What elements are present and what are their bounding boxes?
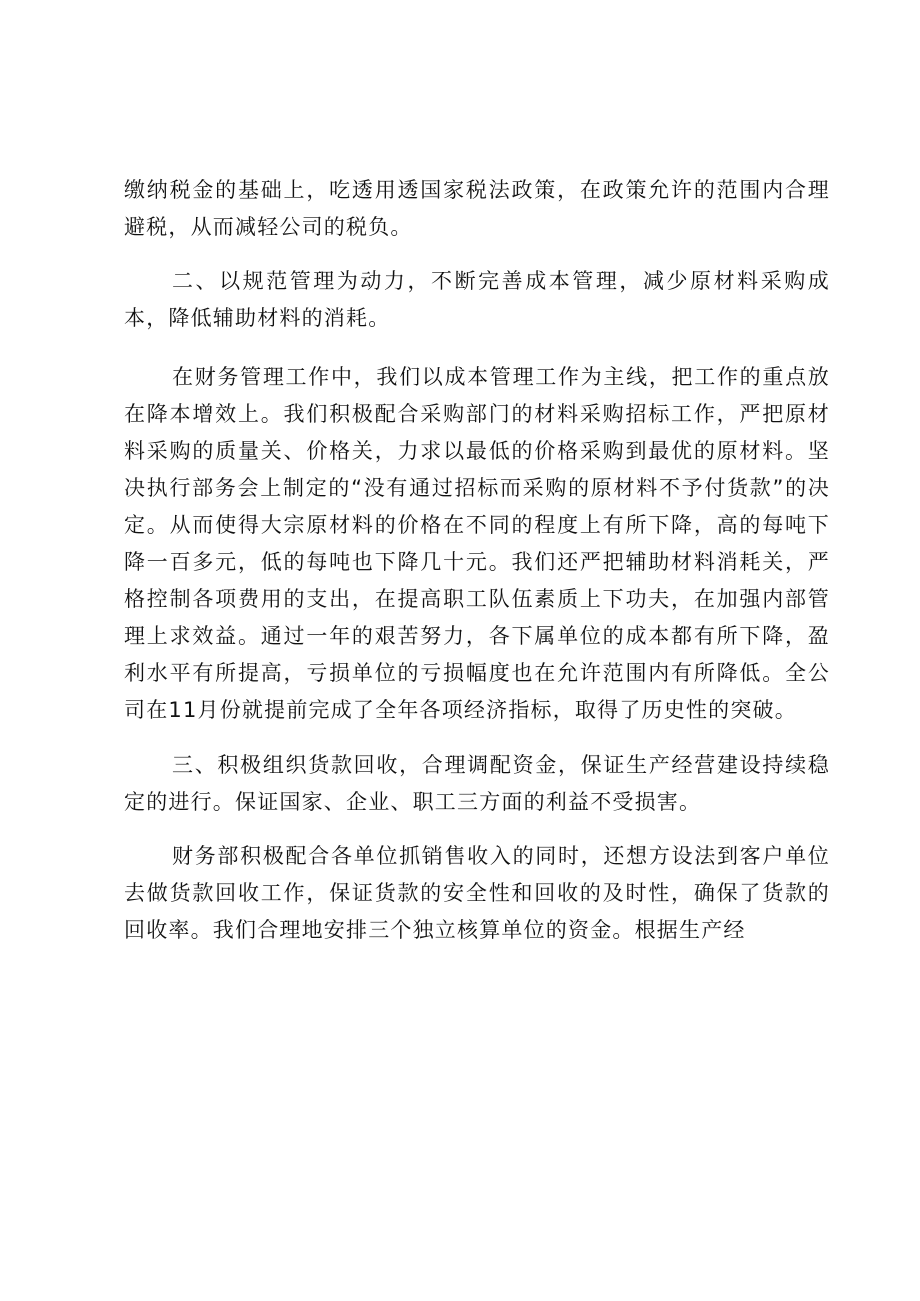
paragraph-cost-management: 在财务管理工作中，我们以成本管理工作为主线，把工作的重点放在降本增效上。我们积极配合采购部门的材料采购招标工作，严把原材料采购的质量关、价格关，力求以最低的价格采购到最优的原材料。坚决执行部务会上制定的“没有通过招标而采购的原材料不予付货款”的决定。从而使得大宗原材料的价格在不同的程度上有所下降，高的每吨下降一百多元，低的每吨也下降几十元。我们还严把辅助材料消耗关，严格控制各项费用的支出，在提高职工队伍素质上下功夫，在加强内部管理上求效益。通过一年的艰苦努力，各下属单位的成本都有所下降，盈利水平有所提高，亏损单位的亏损幅度也在允许范围内有所降低。全公司在11月份就提前完成了全年各项经济指标，取得了历史性的突破。 bbox=[124, 365, 830, 722]
paragraph-payment-collection: 财务部积极配合各单位抓销售收入的同时，还想方设法到客户单位去做货款回收工作，保证货款的安全性和回收的及时性，确保了货款的回收率。我们合理地安排三个独立核算单位的资金。根据生产经 bbox=[124, 844, 830, 942]
section-heading-cost-management: 二、以规范管理为动力，不断完善成本管理，减少原材料采购成本，降低辅助材料的消耗。 bbox=[124, 269, 830, 330]
document-body bbox=[124, 172, 830, 949]
section-heading-payment-collection: 三、积极组织货款回收，合理调配资金，保证生产经营建设持续稳定的进行。保证国家、企业、职工三方面的利益不受损害。 bbox=[124, 753, 830, 814]
paragraph-tax-continuation: 缴纳税金的基础上，吃透用透国家税法政策，在政策允许的范围内合理避税，从而减轻公司的税负。 bbox=[124, 178, 830, 239]
